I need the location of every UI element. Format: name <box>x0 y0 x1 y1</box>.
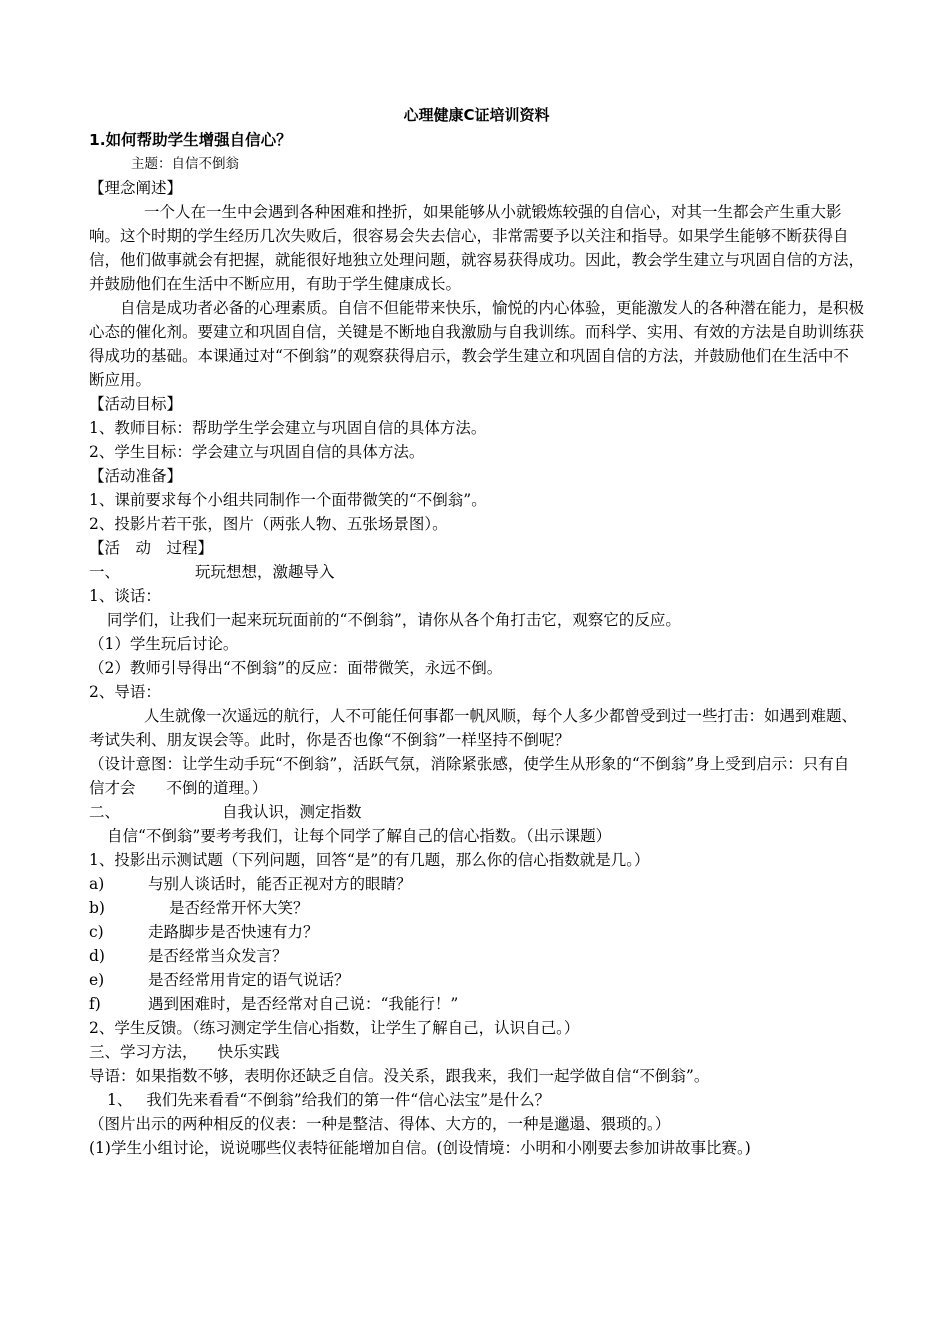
concept-paragraph-2: 自信是成功者必备的心理素质。自信不但能带来快乐，愉悦的内心体验，更能激发人的各种潜在能力，是积极心态的催化剂。要建立和巩固自信，关键是不断地自我激励与自我训练。而科学、实用、有效的方法是自助训练获得成功的基础。本课通过对“不倒翁”的观察获得启示，教会学生建立和巩固自信的方法，并鼓励他们在生活中不断应用。 <box>89 299 865 389</box>
document-body <box>89 104 864 1160</box>
section-concept: 【理念阐述】 <box>89 179 183 197</box>
step-1-title: 玩玩想想，激趣导入 <box>195 563 335 581</box>
picture-note: （图片出示的两种相反的仪表：一种是整洁、得体、大方的，一种是邋遢、猥琐的。） <box>89 1115 671 1133</box>
question-b-label: b) <box>89 899 105 917</box>
question-f-label: f) <box>89 995 101 1013</box>
step-2-title: 自我认识，测定指数 <box>222 803 362 821</box>
question-b <box>89 896 864 920</box>
question-c-label: c) <box>89 923 104 941</box>
step-3-guide: 导语：如果指数不够，表明你还缺乏自信。没关系，跟我来，我们一起学做自信“不倒翁”。 <box>89 1067 710 1085</box>
treasure-number: 1、 <box>107 1091 133 1109</box>
discussion-paragraph: (1)学生小组讨论，说说哪些仪表特征能增加自信。(创设情境：小明和小刚要去参加讲故事比赛。) <box>89 1139 751 1157</box>
question-c <box>89 920 864 944</box>
design-intent-b: 不倒的道理。） <box>166 779 268 797</box>
question-c-text: 走路脚步是否快速有力？ <box>148 923 319 941</box>
talk-label: 1、谈话： <box>89 587 161 605</box>
step-2-heading <box>89 800 864 824</box>
concept-paragraph-1: 一个人在一生中会遇到各种困难和挫折，如果能够从小就锻炼较强的自信心，对其一生都会产生重大影响。这个时期的学生经历几次失败后，很容易会失去信心，非常需要予以关注和指导。如果学生能够不断获得自信，他们做事就会有把握，就能很好地独立处理问题，就容易获得成功。因此，教会学生建立与巩固自信的方法，并鼓励他们在生活中不断应用，有助于学生健康成长。 <box>89 203 865 293</box>
section-process: 【活 动 过程】 <box>89 539 214 557</box>
question-d-text: 是否经常当众发言？ <box>148 947 288 965</box>
step-1-number: 一、 <box>89 563 121 581</box>
question-b-text: 是否经常开怀大笑？ <box>169 899 309 917</box>
prep-item-1: 1、课前要求每个小组共同制作一个面带微笑的“不倒翁”。 <box>89 491 487 509</box>
talk-sub-2: （2）教师引导得出“不倒翁”的反应：面带微笑，永远不倒。 <box>89 659 503 677</box>
document-title: 心理健康C证培训资料 <box>403 106 550 124</box>
question-heading: 1.如何帮助学生增强自信心？ <box>89 131 292 149</box>
step-2-intro: 自信“不倒翁”要考考我们，让每个同学了解自己的信心指数。（出示课题） <box>107 827 612 845</box>
section-goal: 【活动目标】 <box>89 395 183 413</box>
talk-sub-1: （1）学生玩后讨论。 <box>89 635 239 653</box>
treasure-text: 我们先来看看“不倒翁”给我们的第一件“信心法宝”是什么？ <box>146 1091 551 1109</box>
question-d <box>89 944 864 968</box>
question-f <box>89 992 864 1016</box>
theme-line: 主题：自信不倒翁 <box>131 156 239 172</box>
question-a-label: a) <box>89 875 105 893</box>
step-3-b: 快乐实践 <box>217 1043 280 1061</box>
test-intro: 1、投影出示测试题（下列问题，回答“是”的有几题，那么你的信心指数就是几。） <box>89 851 650 869</box>
question-d-label: d) <box>89 947 105 965</box>
step-3-a: 三、学习方法， <box>89 1043 198 1061</box>
question-f-text: 遇到困难时，是否经常对自己说：“我能行！” <box>148 995 459 1013</box>
prep-item-2: 2、投影片若干张，图片（两张人物、五张场景图）。 <box>89 515 448 533</box>
feedback-line: 2、学生反馈。（练习测定学生信心指数，让学生了解自己，认识自己。） <box>89 1019 580 1037</box>
question-a-text: 与别人谈话时，能否正视对方的眼睛？ <box>148 875 412 893</box>
step-2-number: 二、 <box>89 803 121 821</box>
section-prep: 【活动准备】 <box>89 467 183 485</box>
goal-teacher: 1、教师目标：帮助学生学会建立与巩固自信的具体方法。 <box>89 419 487 437</box>
step-3-heading <box>89 1040 864 1064</box>
guide-text: 人生就像一次遥远的航行，人不可能任何事都一帆风顺，每个人多少都曾受到过一些打击：如遇到难题、考试失利、朋友误会等。此时，你是否也像“不倒翁”一样坚持不倒呢？ <box>89 707 858 749</box>
design-intent <box>89 752 864 800</box>
treasure-line <box>89 1088 864 1112</box>
talk-text: 同学们，让我们一起来玩玩面前的“不倒翁”，请你从各个角打击它，观察它的反应。 <box>107 611 681 629</box>
question-e-label: e) <box>89 971 105 989</box>
step-1-heading <box>89 560 864 584</box>
question-e-text: 是否经常用肯定的语气说话？ <box>148 971 350 989</box>
design-intent-a: （设计意图：让学生动手玩“不倒翁”，活跃气氛，消除紧张感，使学生从形象的“不倒翁”身上受到启示：只有自信才会 <box>89 755 850 797</box>
guide-label: 2、导语： <box>89 683 161 701</box>
question-a <box>89 872 864 896</box>
question-e <box>89 968 864 992</box>
goal-student: 2、学生目标：学会建立与巩固自信的具体方法。 <box>89 443 425 461</box>
